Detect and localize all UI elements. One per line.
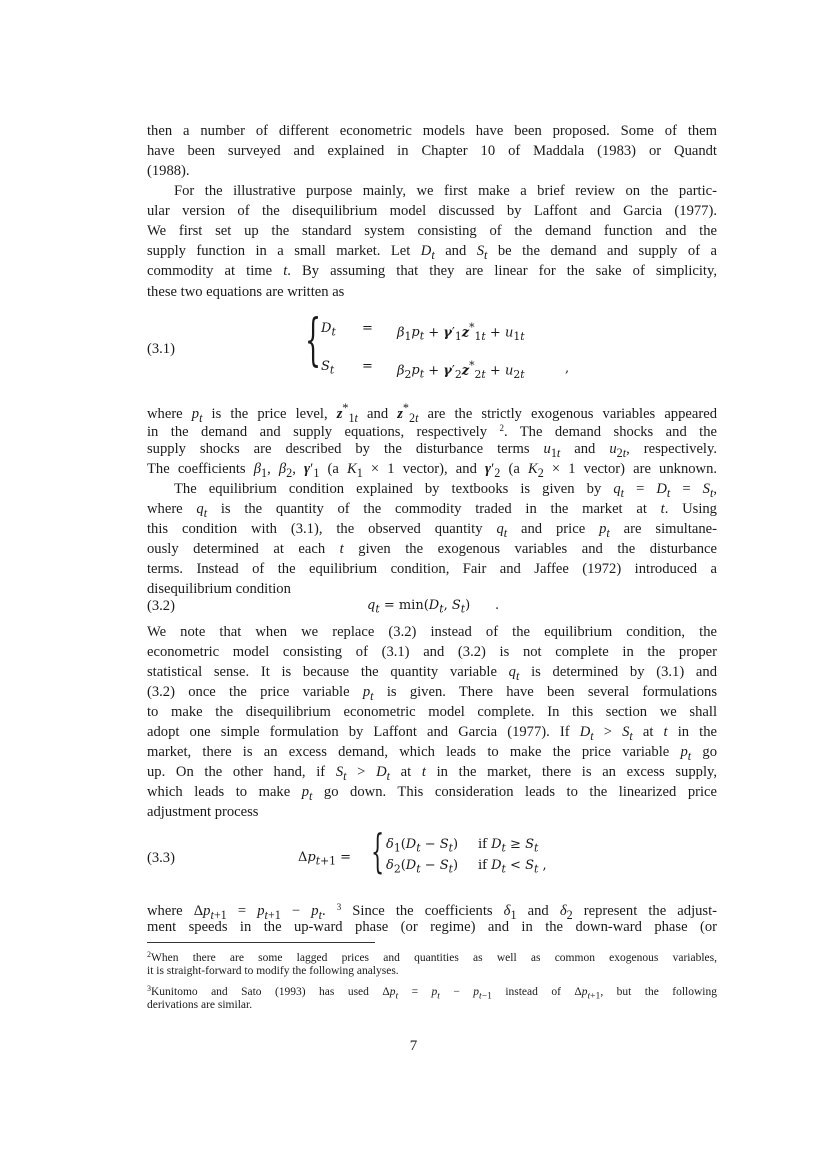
equation-line: $\delta_2(D_t - S_t)$ <box>386 858 459 876</box>
text-line: adopt one simple formulation by Laffont and Garcia (1977). If $D_t > S_t$ at t in the <box>147 724 717 743</box>
text-line: which leads to make $p_t$ go down. This consideration leads to the linearized price <box>147 784 717 803</box>
equation-line: $\beta_1p_t + \gamma'_1z^*_{1t} + u_{1t}$ <box>397 321 525 343</box>
equation-number: (3.3) <box>147 850 175 866</box>
text-line: to make the disequilibrium econometric model complete. In this section we shall <box>147 704 717 720</box>
text-line: We first set up the standard system consisting of the demand function and the <box>147 223 717 239</box>
text-line: The equilibrium condition explained by textbooks is given by $q_t = D_t = S_t$, <box>174 481 717 500</box>
footnote: derivations are similar. <box>147 999 253 1011</box>
text-line: this condition with (3.1), the observed quantity $q_t$ and price $p_t$ are simultane- <box>147 521 717 540</box>
footnote: it is straight-forward to modify the following analyses. <box>147 965 399 977</box>
text-line: terms. Instead of the equilibrium condition, Fair and Jaffee (1972) introduced a <box>147 561 717 577</box>
text-line: have been surveyed and explained in Chapter 10 of Maddala (1983) or Quandt <box>147 143 717 159</box>
equation-number: (3.2) <box>147 598 175 614</box>
brace-icon: { <box>305 308 322 373</box>
equation-number: (3.1) <box>147 341 175 357</box>
equation-line: = <box>362 321 373 336</box>
equation-line: if $D_t < S_t$ , <box>478 858 547 876</box>
text-line: where $p_t$ is the price level, $z^*_{1t}$ and $z^*_{2t}$ are the strictly exogenous variables appeared <box>147 401 717 425</box>
equation-line: $q_t = \min(D_t$, $S_t$) <box>367 598 471 616</box>
footnote-rule <box>147 942 375 943</box>
text-line: supply shocks are described by the disturbance terms $u_{1t}$ and $u_{2t}$, respectively. <box>147 441 717 460</box>
page-number: 7 <box>409 1038 418 1054</box>
text-line: then a number of different econometric models have been proposed. Some of them <box>147 123 717 139</box>
equation-line: $\delta_1(D_t - S_t)$ <box>386 837 459 855</box>
text-line: The coefficients $\beta_1$, $\beta_2$, $\gamma'_1$ (a $K_1 \times 1$ vector), and $\gamma'_2$ (a $K_2 \times 1$ vector) are unknown. <box>147 461 718 480</box>
equation-line: $\Delta p_{t+1}$ = <box>298 850 352 868</box>
equation-line: $\beta_2p_t + \gamma'_2z^*_{2t} + u_{2t}$ <box>397 359 525 381</box>
text-line: disequilibrium condition <box>147 581 291 597</box>
text-line: ular version of the disequilibrium model discussed by Laffont and Garcia (1977). <box>147 203 717 219</box>
equation-line: $S_t$ <box>321 359 335 377</box>
text-line: ously determined at each t given the exogenous variables and the disturbance <box>147 541 717 557</box>
text-line: where $q_t$ is the quantity of the commodity traded in the market at t. Using <box>147 501 717 520</box>
text-line: these two equations are written as <box>147 284 345 300</box>
text-line: econometric model consisting of (3.1) and (3.2) is not complete in the proper <box>147 644 717 660</box>
equation-punctuation: . <box>495 598 500 613</box>
text-line: For the illustrative purpose mainly, we first make a brief review on the partic- <box>174 183 717 199</box>
equation-line: if $D_t \ge S_t$ <box>478 837 539 855</box>
text-line: commodity at time t. By assuming that they are linear for the sake of simplicity, <box>147 263 717 279</box>
equation-line: $D_t$ <box>321 321 336 339</box>
text-line: (1988). <box>147 163 190 179</box>
brace-icon: { <box>371 824 385 878</box>
text-line: (3.2) once the price variable $p_t$ is given. There have been several formulations <box>147 684 717 703</box>
text-line: ment speeds in the up-ward phase (or regime) and in the down-ward phase (or <box>147 919 717 935</box>
text-line: up. On the other hand, if $S_t > D_t$ at t in the market, there is an excess supply, <box>147 764 718 783</box>
text-line: where $\Delta p_{t+1} = p_{t+1} - p_t$. $^3$ Since the coefficients $\delta_1$ and $\delta_2$ represent the adjust- <box>147 902 718 922</box>
footnote: $^3$Kunitomo and Sato (1993) has used $\Delta p_t = p_t - p_{t-1}$ instead of $\Delta p_{t+1}$, but the following <box>147 984 717 1002</box>
text-line: We note that when we replace (3.2) instead of the equilibrium condition, the <box>147 624 717 640</box>
text-line: statistical sense. It is because the quantity variable $q_t$ is determined by (3.1) and <box>147 664 717 683</box>
text-line: supply function in a small market. Let $D_t$ and $S_t$ be the demand and supply of a <box>147 243 718 262</box>
text-line: in the demand and supply equations, respectively $^2$. The demand shocks and the <box>147 423 717 440</box>
equation-punctuation: , <box>565 361 570 376</box>
text-line: adjustment process <box>147 804 259 820</box>
text-line: market, there is an excess demand, which leads to make the price variable $p_t$ go <box>147 744 717 763</box>
equation-line: = <box>362 359 373 374</box>
footnote: $^2$When there are some lagged prices and quantities as well as common exogenous variables, <box>147 950 717 964</box>
